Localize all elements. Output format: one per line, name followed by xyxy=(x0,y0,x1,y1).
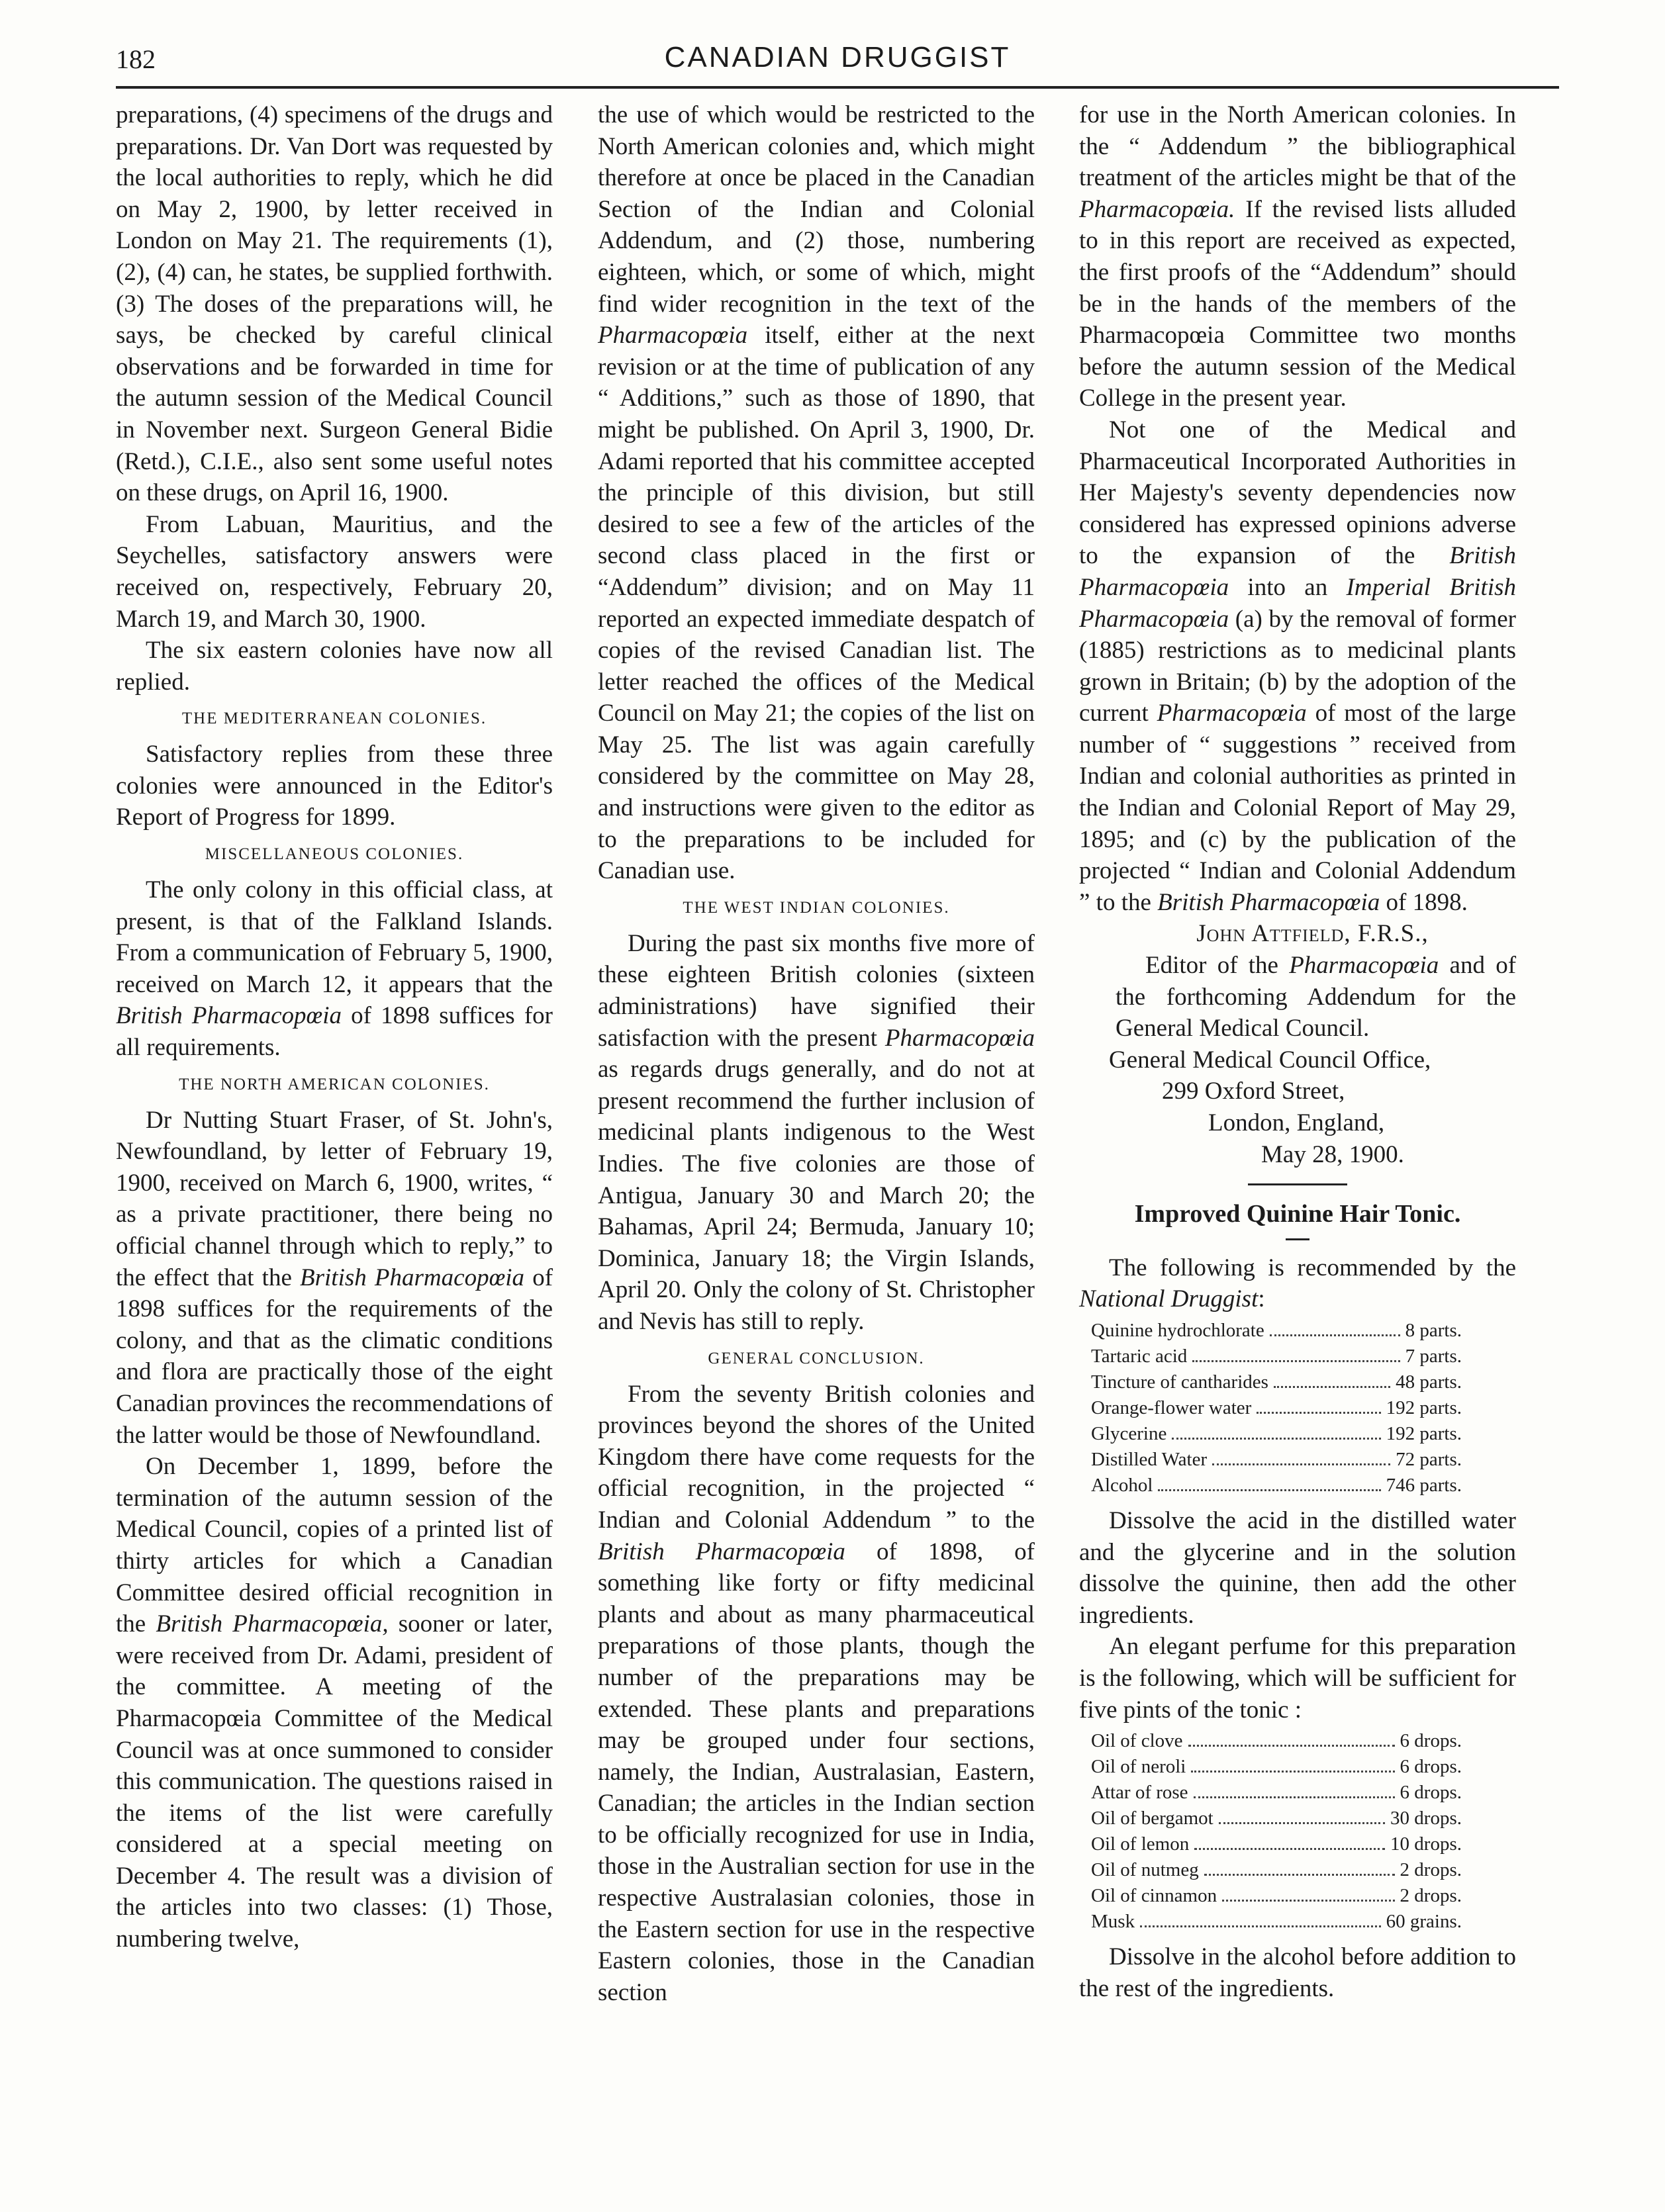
paragraph: Satisfactory replies from these three colonies were announced in the Editor's Report of Progress for 1899. xyxy=(116,741,553,831)
recipe-row: Glycerine 192 parts. xyxy=(1091,1422,1462,1444)
column-3 xyxy=(1079,99,1516,2004)
italic-title: British Pharmacopœia xyxy=(300,1264,525,1291)
address-date: May 28, 1900. xyxy=(1261,1140,1404,1168)
article-title: Improved Quinine Hair Tonic. xyxy=(1134,1200,1461,1228)
paragraph: for use in the North American colonies. In the “ Addendum ” the bibliographical treatment of the articles might be that of the Pharmacopœia. If the revised lists alluded to in this report are received as expected, the first proofs of the “Addendum” should be in the hands of the members of the Pharmacopœia Committee two months before the autumn session of the Medical College in the present year. xyxy=(1079,101,1517,412)
italic-title: British Pharmacopœia xyxy=(1157,888,1380,916)
section-divider xyxy=(1248,1183,1347,1185)
italic-title: British Pharmacopœia xyxy=(1079,542,1516,601)
recipe-row: Attar of rose 6 drops. xyxy=(1091,1782,1462,1804)
italic-title: Pharmacopœia xyxy=(598,322,748,349)
recipe-row: Musk 60 grains. xyxy=(1091,1911,1462,1933)
italic-title: Pharmacopœia xyxy=(1289,952,1439,980)
paragraph: From Labuan, Mauritius, and the Seychelles, satisfactory answers were received on, respectively, February 20, March 19, and March 30, 1900. xyxy=(116,510,553,633)
recipe-row: Tartaric acid 7 parts. xyxy=(1091,1345,1462,1367)
paragraph: During the past six months five more of these eighteen British colonies (sixteen administrations) have signified their satisfaction with the present Pharmacopœia as regards drugs generally, and do not at present recommend the further inclusion of medicinal plants indigenous to the West Indies. The five colonies are those of Antigua, January 30 and March 20; the Bahamas, April 24; Bermuda, January 10; Dominica, January 18; the Virgin Islands, April 20. Only the colony of St. Christopher and Nevis has still to reply. xyxy=(598,929,1035,1335)
paragraph: From the seventy British colonies and provinces beyond the shores of the United Kingdom there have come requests for the official recognition, in the projected “ Indian and Colonial Addendum ” to the British Pharmacopœia of 1898, of something like forty or fifty medicinal plants and about as many pharmaceutical preparations of those plants, though the number of the preparations may be extended. These plants and preparations may be grouped under four sections, namely, the Indian, Australasian, Eastern, Canadian; the articles in the Indian section to be officially recognized for use in India, those in the Australian section for use in the respective Australasian colonies, those in the Eastern section for use in the respective Eastern colonies, those in the Canadian section xyxy=(598,1380,1035,2006)
italic-title: Pharmacopœia. xyxy=(1079,195,1235,223)
column-1 xyxy=(116,99,553,1955)
paragraph: The following is recommended by the National Druggist: xyxy=(1079,1254,1516,1313)
italic-title: Pharmacopœia xyxy=(884,1024,1035,1052)
italic-title: Pharmacopœia xyxy=(1157,700,1307,727)
recipe-row: Oil of lemon 10 drops. xyxy=(1091,1833,1462,1855)
address-line: General Medical Council Office, xyxy=(1109,1046,1431,1074)
recipe-row: Alcohol 746 parts. xyxy=(1091,1474,1462,1496)
recipe-list-tonic xyxy=(1091,1318,1462,1498)
paragraph: The only colony in this official class, at present, is that of the Falkland Islands. From a communication of February 5, 1900, received on March 12, it appears that the British Pharmacopœia of 1898 suffices for all requirements. xyxy=(116,876,553,1062)
signature-title: Editor of the Pharmacopœia and of the forthcoming Addendum for the General Medical Council. xyxy=(1116,952,1517,1042)
paragraph: Dissolve in the alcohol before addition to the rest of the ingredients. xyxy=(1079,1943,1516,2002)
header-rule xyxy=(116,86,1559,89)
recipe-list-perfume xyxy=(1091,1728,1462,1935)
paragraph: Not one of the Medical and Pharmaceutical Incorporated Authorities in Her Majesty's seventy dependencies now considered has expressed opinions adverse to the expansion of the British Pharmacopœia into an Imperial British Pharmacopœia (a) by the removal of former (1885) restrictions as to medicinal plants grown in Britain; (b) by the adoption of the current Pharmacopœia of most of the large number of “ suggestions ” received from Indian and colonial authorities as printed in the Indian and Colonial Report of May 29, 1895; and (c) by the publication of the projected “ Indian and Colonial Addendum ” to the British Pharmacopœia of 1898. xyxy=(1079,416,1517,916)
recipe-row: Distilled Water 72 parts. xyxy=(1091,1448,1462,1470)
paragraph: preparations, (4) specimens of the drugs and preparations. Dr. Van Dort was requested by the local authorities to reply, which he did on May 2, 1900, by letter received in London on May 21. The requirements (1), (2), (4) can, he states, be supplied forthwith. (3) The doses of the preparations will, he says, be checked by careful clinical observations and be forwarded in time for the autumn session of the Medical Council in November next. Surgeon General Bidie (Retd.), C.I.E., also sent some useful notes on these drugs, on April 16, 1900. xyxy=(116,101,553,507)
italic-title: National Druggist xyxy=(1079,1285,1259,1313)
section-heading: GENERAL CONCLUSION. xyxy=(708,1349,925,1367)
column-2 xyxy=(598,99,1035,2008)
section-heading: THE WEST INDIAN COLONIES. xyxy=(683,898,950,917)
recipe-row: Oil of neroli 6 drops. xyxy=(1091,1756,1462,1778)
recipe-row: Tincture of cantharides 48 parts. xyxy=(1091,1371,1462,1393)
section-heading: THE NORTH AMERICAN COLONIES. xyxy=(179,1075,490,1093)
recipe-row: Oil of cinnamon 2 drops. xyxy=(1091,1885,1462,1907)
paragraph: On December 1, 1899, before the termination of the autumn session of the Medical Council, copies of a printed list of thirty articles for which a Canadian Committee desired official recognition in the British Pharmacopœia, sooner or later, were received from Dr. Adami, president of the committee. A meeting of the Pharmacopœia Committee of the Medical Council was at once summoned to consider this communication. The questions raised in the items of the list were carefully considered at a special meeting on December 4. The result was a division of the articles into two classes: (1) Those, numbering twelve, xyxy=(116,1453,553,1953)
signature-name: John Attfield, F.R.S., xyxy=(1196,920,1429,948)
paragraph: An elegant perfume for this preparation is the following, which will be sufficient for five pints of the tonic : xyxy=(1079,1633,1516,1724)
recipe-row: Oil of clove 6 drops. xyxy=(1091,1730,1462,1752)
italic-title: British Pharmacopœia xyxy=(598,1538,845,1565)
paragraph: Dr Nutting Stuart Fraser, of St. John's, Newfoundland, by letter of February 19, 1900, received on March 6, 1900, writes, “ as a private practitioner, there being no official channel through which to reply,” to the effect that the British Pharmacopœia of 1898 suffices for the requirements of the colony, and that as the climatic conditions and flora are practically those of the eight Canadian provinces the recommendations of the latter would be those of Newfoundland. xyxy=(116,1106,553,1449)
running-title: CANADIAN DRUGGIST xyxy=(664,41,1011,73)
paragraph: Dissolve the acid in the distilled water and the glycerine and in the solution dissolve the quinine, then add the other ingredients. xyxy=(1079,1506,1516,1629)
section-heading: MISCELLANEOUS COLONIES. xyxy=(205,845,464,864)
italic-title: British Pharmacopœia xyxy=(116,1002,342,1030)
paragraph: the use of which would be restricted to the North American colonies and, which might therefore at once be placed in the Canadian Section of the Indian and Colonial Addendum, and (2) those, numbering eighteen, which, or some of which, might find wider recognition in the text of the Pharmacopœia itself, either at the next revision or at the time of publication of any “ Additions,” such as those of 1890, that might be published. On April 3, 1900, Dr. Adami reported that his committee accepted the principle of this division, but still desired to see a few of the articles of the second class placed in the first or “Addendum” division; and on May 11 reported an expected immediate despatch of copies of the revised Canadian list. The letter reached the offices of the Medical Council on May 21; the copies of the list on May 25. The list was again carefully considered by the committee on May 28, and instructions were given to the editor as to the preparations to be included for Canadian use. xyxy=(598,101,1035,885)
italic-title: Imperial British Pharmacopœia xyxy=(1079,573,1517,633)
address-line: London, England, xyxy=(1208,1109,1385,1136)
section-heading: THE MEDITERRANEAN COLONIES. xyxy=(181,710,487,728)
page-header xyxy=(116,41,1559,87)
recipe-row: Orange-flower water 192 parts. xyxy=(1091,1397,1462,1418)
recipe-row: Oil of bergamot 30 drops. xyxy=(1091,1808,1462,1829)
paragraph: The six eastern colonies have now all replied. xyxy=(116,637,553,696)
italic-title: British Pharmacopœia, xyxy=(156,1610,389,1638)
address-line: 299 Oxford Street, xyxy=(1162,1078,1345,1105)
page-number: 182 xyxy=(116,44,156,74)
recipe-row: Oil of nutmeg 2 drops. xyxy=(1091,1859,1462,1881)
recipe-row: Quinine hydrochlorate 8 parts. xyxy=(1091,1319,1462,1341)
title-divider xyxy=(1286,1238,1309,1240)
